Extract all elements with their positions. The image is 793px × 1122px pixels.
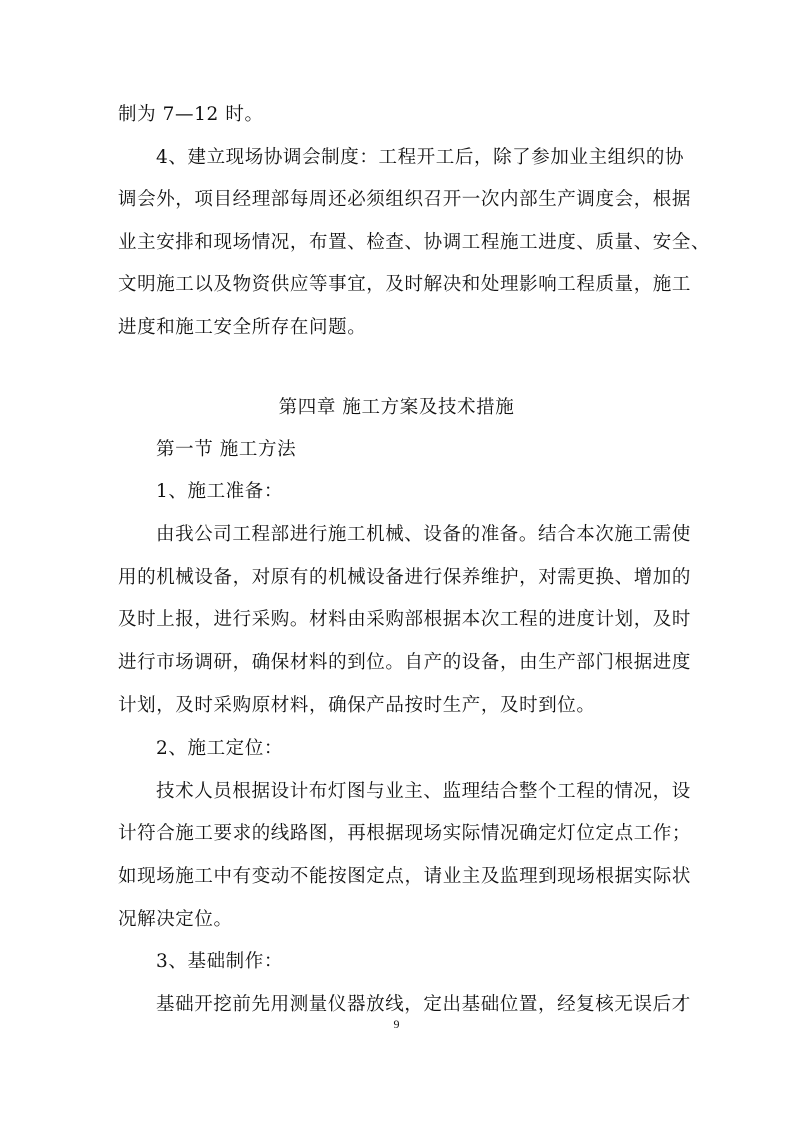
paragraph-line: 4、建立现场协调会制度：工程开工后，除了参加业主组织的协 (156, 147, 685, 168)
paragraph-line: 业主安排和现场情况，布置、检查、协调工程施工进度、质量、安全、 (118, 232, 711, 253)
paragraph-line: 计划，及时采购原材料，确保产品按时生产，及时到位。 (118, 695, 596, 716)
paragraph-line: 文明施工以及物资供应等事宜，及时解决和处理影响工程质量，施工 (118, 274, 692, 295)
section-heading: 第一节 施工方法 (156, 439, 297, 460)
subsection-heading: 1、施工准备： (156, 481, 283, 502)
paragraph-line: 及时上报，进行采购。材料由采购部根据本次工程的进度计划，及时 (118, 609, 692, 630)
paragraph-line: 用的机械设备，对原有的机械设备进行保养维护，对需更换、增加的 (118, 567, 692, 588)
paragraph-line: 调会外，项目经理部每周还必须组织召开一次内部生产调度会，根据 (118, 189, 692, 210)
subsection-heading: 3、基础制作： (156, 951, 283, 972)
paragraph-line: 基础开挖前先用测量仪器放线，定出基础位置，经复核无误后才 (156, 994, 691, 1015)
chapter-heading: 第四章 施工方案及技术措施 (278, 397, 515, 418)
subsection-heading: 2、施工定位： (156, 738, 283, 759)
page-number: 9 (393, 1017, 400, 1031)
paragraph-line: 况解决定位。 (118, 909, 233, 930)
paragraph-line: 如现场施工中有变动不能按图定点，请业主及监理到现场根据实际状 (118, 866, 692, 887)
paragraph-line: 计符合施工要求的线路图，再根据现场实际情况确定灯位定点工作； (118, 823, 692, 844)
paragraph-line: 进行市场调研，确保材料的到位。自产的设备，由生产部门根据进度 (118, 652, 692, 673)
paragraph-line: 技术人员根据设计布灯图与业主、监理结合整个工程的情况，设 (156, 781, 691, 802)
paragraph-line: 进度和施工安全所存在问题。 (118, 317, 367, 338)
paragraph-line: 制为 7—12 时。 (118, 104, 264, 125)
paragraph-line: 由我公司工程部进行施工机械、设备的准备。结合本次施工需使 (156, 524, 691, 545)
